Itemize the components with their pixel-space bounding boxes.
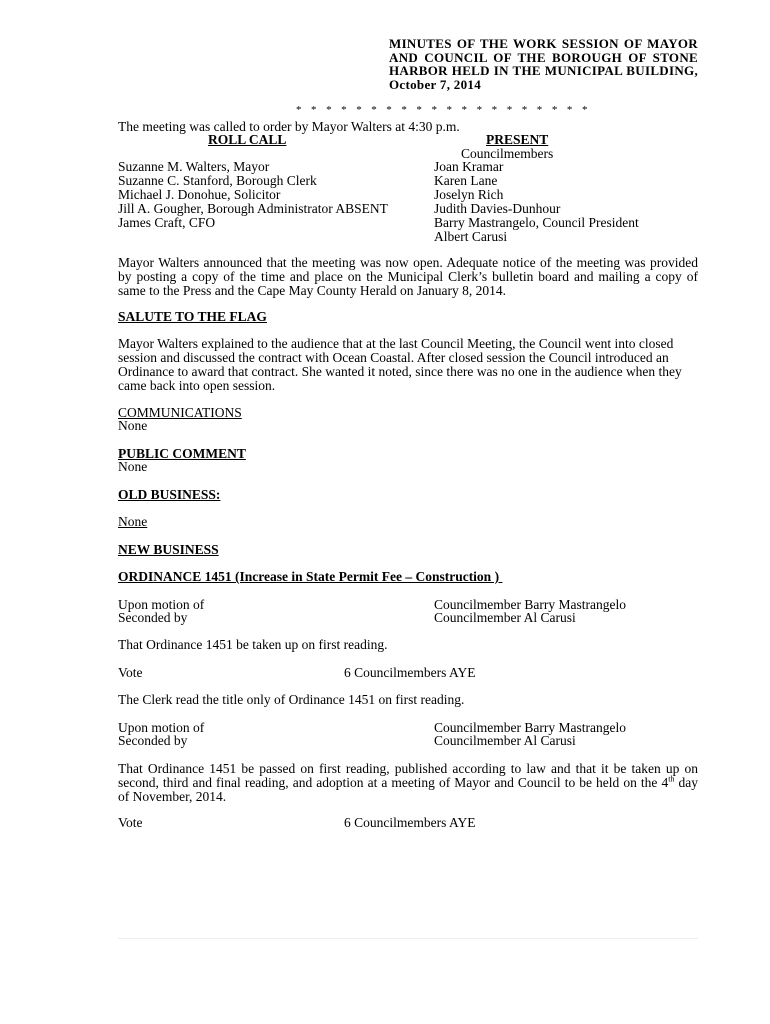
present-member: Karen Lane xyxy=(434,173,498,188)
present-heading: PRESENT xyxy=(486,132,549,147)
passed-text-main: That Ordinance 1451 be passed on first reading, published according to law and that it be taken up on second, third and final reading, and adoption at a meeting of Mayor and Council to be held on the 4 xyxy=(118,761,698,790)
call-to-order: The meeting was called to order by Mayor Walters at 4:30 p.m. xyxy=(118,119,460,134)
public-comment-heading: PUBLIC COMMENT xyxy=(118,446,246,461)
motion-label: Upon motion of xyxy=(118,597,205,612)
vote-label: Vote xyxy=(118,815,143,830)
present-member: Judith Davies-Dunhour xyxy=(434,201,561,216)
present-list xyxy=(434,160,639,244)
roll-call-item: Jill A. Gougher, Borough Administrator ABSENT xyxy=(118,201,388,216)
roll-call-item: Suzanne C. Stanford, Borough Clerk xyxy=(118,173,317,188)
present-member: Joan Kramar xyxy=(434,159,504,174)
salute-paragraph: Mayor Walters explained to the audience that at the last Council Meeting, the Council went into closed session and discussed the contract with Ocean Coastal. After closed session the Council introduced an Ordinance to award that contract. She wanted it noted, since there was no one in the audience when they came back into open session. xyxy=(118,336,682,393)
roll-call-list xyxy=(118,160,388,230)
open-notice-paragraph: Mayor Walters announced that the meeting was now open. Adequate notice of the meeting was provided by posting a copy of the time and place on the Municipal Clerk’s bulletin board and mailing a copy of same to the Press and the Cape May County Herald on January 8, 2014. xyxy=(118,255,698,298)
ordinal-suffix: th xyxy=(668,774,675,784)
clerk-reading-text: The Clerk read the title only of Ordinance 1451 on first reading. xyxy=(118,692,465,707)
old-business-text: None xyxy=(118,514,148,529)
new-business-heading: NEW BUSINESS xyxy=(118,542,219,557)
passed-paragraph xyxy=(118,762,698,804)
salute-heading: SALUTE TO THE FLAG xyxy=(118,309,267,324)
old-business-heading: OLD BUSINESS: xyxy=(118,487,221,502)
motion-value: Councilmember Barry Mastrangelo xyxy=(434,597,626,612)
roll-call-heading: ROLL CALL xyxy=(208,132,287,147)
roll-call-item: Michael J. Donohue, Solicitor xyxy=(118,187,281,202)
roll-call-item: James Craft, CFO xyxy=(118,215,216,230)
vote-value: 6 Councilmembers AYE xyxy=(344,665,476,680)
communications-heading: COMMUNICATIONS xyxy=(118,405,242,420)
page-footer-rule xyxy=(118,938,698,939)
motion-label: Upon motion of xyxy=(118,720,205,735)
seconded-label: Seconded by xyxy=(118,733,188,748)
public-comment-text: None xyxy=(118,459,148,474)
first-reading-text: That Ordinance 1451 be taken up on first reading. xyxy=(118,637,388,652)
seconded-value: Councilmember Al Carusi xyxy=(434,610,576,625)
document-title: MINUTES OF THE WORK SESSION OF MAYOR AND COUNCIL OF THE BOROUGH OF STONE HARBOR HELD IN THE MUNICIPAL BUILDING, October 7, 2014 xyxy=(389,36,698,92)
present-member: Barry Mastrangelo, Council President xyxy=(434,215,639,230)
title-divider: * * * * * * * * * * * * * * * * * * * * xyxy=(296,104,591,116)
vote-label: Vote xyxy=(118,665,143,680)
motion-value: Councilmember Barry Mastrangelo xyxy=(434,720,626,735)
roll-call-item: Suzanne M. Walters, Mayor xyxy=(118,159,270,174)
communications-text: None xyxy=(118,418,148,433)
seconded-label: Seconded by xyxy=(118,610,188,625)
vote-value: 6 Councilmembers AYE xyxy=(344,815,476,830)
seconded-value: Councilmember Al Carusi xyxy=(434,733,576,748)
present-member: Albert Carusi xyxy=(434,229,508,244)
passed-text-end: day of November, 2014. xyxy=(118,775,699,804)
present-member: Joselyn Rich xyxy=(434,187,504,202)
present-subheading: Councilmembers xyxy=(461,146,554,161)
ordinance-heading: ORDINANCE 1451 (Increase in State Permit Fee – Construction ) xyxy=(118,569,503,584)
